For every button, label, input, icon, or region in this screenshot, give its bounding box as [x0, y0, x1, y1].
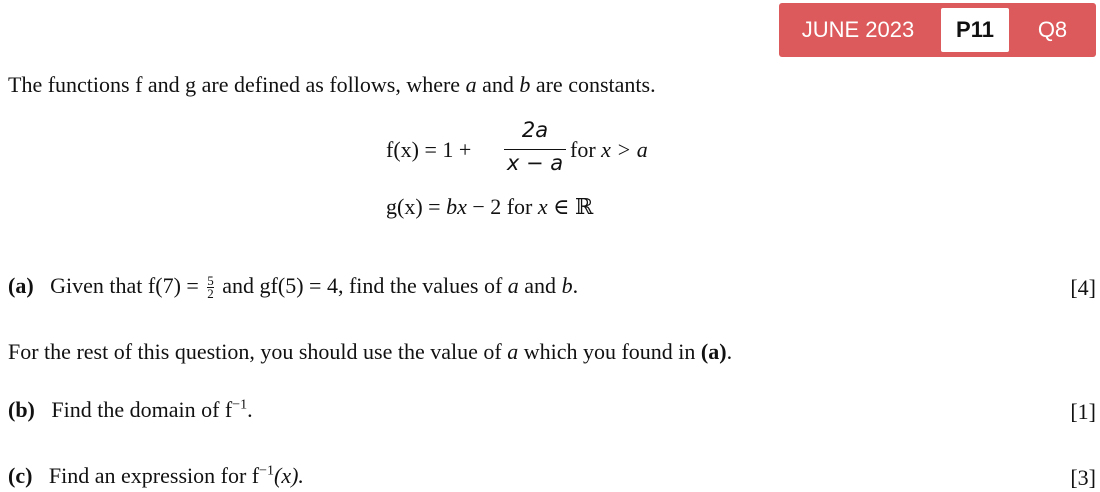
fraction-bar — [504, 149, 566, 150]
part-c-question: (c) Find an expression for $f^{-1}(x)$. — [8, 463, 304, 488]
f-numerator: 2a — [521, 118, 549, 142]
part-a-marks: [4] — [1070, 275, 1096, 300]
continuation-note: For the rest of this question, you should use the value of a which you found in (a). — [8, 339, 733, 364]
part-b-label: (b) — [8, 397, 35, 422]
part-b-marks: [1] — [1070, 399, 1096, 424]
part-a-label: (a) — [8, 273, 34, 298]
paper-number-label: P11 — [941, 8, 1009, 52]
exam-session-label: JUNE 2023 — [801, 17, 915, 42]
part-c-marks: [3] — [1070, 465, 1096, 490]
f-fraction — [504, 118, 566, 182]
question-intro: The functions f and g are defined as follows, where a and b are constants. — [8, 72, 656, 97]
part-b-question: (b) Find the domain of $f^{-1}$. — [8, 397, 253, 422]
part-c-label: (c) — [8, 463, 33, 488]
five-halves-fraction: $\frac{5}{2}$ — [207, 273, 214, 302]
f-condition: for x > a — [570, 137, 648, 162]
f-lhs: f(x) = 1 + — [386, 137, 472, 162]
exam-reference-banner — [779, 3, 1096, 57]
g-definition: g(x) = bx − 2 for x ∈ ℝ — [386, 194, 594, 219]
question-number-label: Q8 — [1037, 17, 1068, 42]
part-a-question: (a) Given that f(7) = $\frac{5}{2}$ and gf(5) = 4, find the values of a and b. — [8, 273, 579, 302]
f-denominator: x − a — [506, 151, 564, 175]
